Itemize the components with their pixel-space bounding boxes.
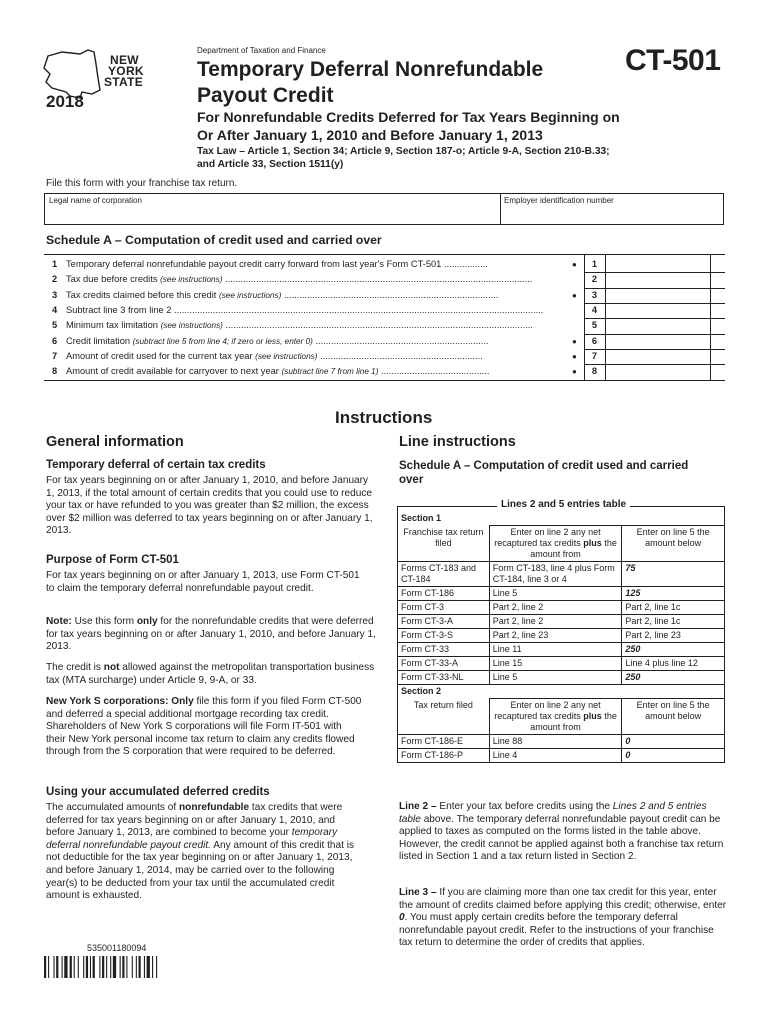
table-row <box>398 615 725 629</box>
row-line2: Part 2, line 2 <box>492 602 544 612</box>
logo-line3: STATE <box>104 75 144 89</box>
line-text: Tax due before credits <box>66 274 158 285</box>
line2-label: Line 2 – <box>399 801 437 812</box>
line-text: Temporary deferral nonrefundable payout credit carry forward from last year's Form CT-501 <box>66 259 442 269</box>
required-bullet-icon: ● <box>572 290 577 300</box>
line-box-number: 3 <box>591 289 598 300</box>
table-cell <box>398 735 490 749</box>
table-row <box>398 749 725 763</box>
line-number: 3 <box>52 289 58 300</box>
table-row <box>398 671 725 685</box>
line-label <box>66 318 598 333</box>
dot-leader: ................. <box>441 259 488 269</box>
divider <box>584 349 725 350</box>
line3-zero: 0 <box>399 912 405 924</box>
sched-instr-line1: Schedule A – Computation of credit used and carried <box>399 460 689 472</box>
row-form: Forms CT-183 and CT-184 <box>401 563 477 584</box>
divider <box>44 380 725 381</box>
table-cell <box>489 671 622 685</box>
temp-deferral-body: For tax years beginning on or after January 1, 2010, and before January 1, 2013, if the total amount of certain credits that you could use to reduce your tax or have refunded to you was greater than $2 million, the excess over $2 million was deferred to tax years beginning on or after January 1, 2013. <box>46 475 373 537</box>
table-cell <box>622 587 725 601</box>
line-label <box>66 334 598 349</box>
row-line5: 0 <box>625 736 631 746</box>
table-cell <box>398 562 490 587</box>
line-label <box>66 364 598 379</box>
form-subtitle <box>197 108 677 144</box>
row-form: Form CT-33-A <box>401 658 459 668</box>
dot-leader: ....................................................................................................................... <box>222 320 533 331</box>
divider <box>584 288 725 289</box>
department-name: Department of Taxation and Finance <box>197 46 326 55</box>
line-5-amount-input[interactable] <box>606 318 710 333</box>
general-info-heading: General information <box>46 434 184 450</box>
row-line5: 0 <box>625 750 631 760</box>
subtitle-line2: Or After January 1, 2010 and Before January 1, 2013 <box>197 127 543 143</box>
line-6-amount-input[interactable] <box>606 334 710 349</box>
table-cell <box>622 601 725 615</box>
line-box-number: 8 <box>591 366 598 377</box>
table-row <box>398 735 725 749</box>
table-cell <box>622 671 725 685</box>
barcode-icon <box>44 956 194 978</box>
note-text-a: Use this form <box>71 616 137 627</box>
table-row <box>398 587 725 601</box>
table-cell <box>622 657 725 671</box>
table-cell <box>398 526 490 562</box>
form-title-line2: Payout Credit <box>197 84 334 107</box>
line-1-amount-input[interactable] <box>606 257 710 272</box>
line-2-amount-input[interactable] <box>606 272 710 287</box>
line-note: (see instructions) <box>160 321 223 331</box>
schedule-a-heading: Schedule A – Computation of credit used and carried over <box>46 233 382 247</box>
schedule-a-lines <box>44 254 725 381</box>
divider <box>584 318 725 319</box>
schedule-a-instr-heading <box>399 459 729 487</box>
row-line2: Form CT-183, line 4 plus Form CT-184, line 3 or 4 <box>492 563 615 584</box>
note-text-b: for the nonrefundable credits that were deferred for tax years beginning on or after January 1, 2010, and before January 1, 2013. <box>46 616 376 653</box>
table-cell <box>622 735 725 749</box>
header-line5: Enter on line 5 the amount below <box>636 700 710 721</box>
using-credits-heading: Using your accumulated deferred credits <box>46 786 270 798</box>
line-text: Minimum tax limitation <box>66 320 158 331</box>
line-note: (subtract line 7 from line 1) <box>281 367 379 377</box>
temp-deferral-heading: Temporary deferral of certain tax credits <box>46 459 266 471</box>
dot-leader: ................................................................................... <box>281 289 499 300</box>
table-cell <box>489 735 622 749</box>
row-line5: 75 <box>625 563 636 573</box>
row-line2: Part 2, line 2 <box>492 616 544 626</box>
line-note: (see instructions) <box>255 351 318 361</box>
line3-instruction <box>399 887 727 950</box>
line-8-amount-input[interactable] <box>606 364 710 379</box>
table-cell <box>398 629 490 643</box>
subtitle-line1: For Nonrefundable Credits Deferred for Tax Years Beginning on <box>197 109 620 125</box>
header-plus: plus <box>583 538 602 548</box>
dot-leader: .......................................... <box>378 366 490 377</box>
table-cell <box>622 629 725 643</box>
file-instruction: File this form with your franchise tax return. <box>46 178 238 189</box>
table-cell <box>398 643 490 657</box>
row-line2: Part 2, line 23 <box>492 630 549 640</box>
purpose-body: For tax years beginning on or after January 1, 2013, use Form CT-501 to claim the temporary deferral nonrefundable payout credit. <box>46 570 360 594</box>
line-note: (see instructions) <box>218 290 282 300</box>
table-cell <box>489 657 622 671</box>
table-cell <box>398 601 490 615</box>
table-cell <box>622 526 725 562</box>
table-header-row <box>398 699 725 735</box>
row-form: Form CT-3 <box>401 602 445 612</box>
table-cell <box>398 749 490 763</box>
dot-leader: ............................................................... <box>317 350 483 361</box>
note-paragraph <box>46 616 376 654</box>
row-line5: Part 2, line 1c <box>625 616 681 626</box>
divider <box>584 303 725 304</box>
table-cell <box>622 643 725 657</box>
note-label: Note: <box>46 616 72 627</box>
header-line2-a: Enter on line 2 any net recaptured tax credits <box>494 700 601 721</box>
line-number: 4 <box>52 304 58 315</box>
header-line5: Enter on line 5 the amount below <box>636 527 710 548</box>
line-number: 2 <box>52 274 58 285</box>
header-plus: plus <box>583 711 602 721</box>
dot-leader: ....................................................................................................................... <box>222 274 533 285</box>
logo-line2: YORK <box>108 64 144 78</box>
line-label <box>66 288 598 303</box>
line-note: (see instructions) <box>160 275 223 285</box>
table-cell <box>489 615 622 629</box>
logo-state-text <box>104 55 144 88</box>
form-title-line1: Temporary Deferral Nonrefundable <box>197 58 544 81</box>
line2-text-b: above. The temporary deferral nonrefundable payout credit can be applied to taxes as computed on the forms listed in the table above. However, the credit cannot be applied against both a franchise tax return listed in Section 1 and a tax return listed in Section 2. <box>399 813 724 863</box>
line-4-amount-input[interactable] <box>606 303 710 318</box>
line-box-number: 4 <box>591 304 598 315</box>
corporation-info-box <box>44 193 724 225</box>
line-box-number: 2 <box>591 274 598 285</box>
table-row <box>398 643 725 657</box>
row-form: Form CT-33-NL <box>401 672 464 682</box>
line-label <box>66 257 598 272</box>
mta-not: not <box>103 662 120 673</box>
required-bullet-icon: ● <box>572 367 577 377</box>
tax-law-reference <box>197 145 687 171</box>
header-form: Franchise tax return filed <box>403 526 484 548</box>
using-text-c: Any amount of this credit that is not deductible for the tax year beginning on or after January 1, 2013, and before January 1, 2014, may be carried over to the following year(s) to be deducted from your tax until the accumulated credit amount is exhausted. <box>46 839 355 902</box>
form-year: 2018 <box>46 92 84 111</box>
table-cell <box>489 643 622 657</box>
required-bullet-icon: ● <box>572 336 577 346</box>
table-cell <box>622 749 725 763</box>
barcode-number: 535001180094 <box>87 943 147 953</box>
table-cell <box>398 699 490 735</box>
row-line2: Line 15 <box>492 658 523 668</box>
row-line2: Line 4 <box>492 750 518 760</box>
divider <box>584 364 725 365</box>
divider <box>44 254 725 255</box>
purpose-heading: Purpose of Form CT-501 <box>46 554 179 566</box>
note-only: only <box>136 616 158 627</box>
line-3-amount-input[interactable] <box>606 288 710 303</box>
using-credits-body <box>46 802 364 903</box>
table-cell <box>622 699 725 735</box>
line-number: 6 <box>52 335 58 346</box>
table-row <box>398 601 725 615</box>
line-number: 8 <box>52 366 58 377</box>
row-line2: Line 5 <box>492 672 518 682</box>
using-bold: nonrefundable <box>178 802 250 813</box>
line2-italic: Lines 2 and 5 entries table <box>399 801 707 825</box>
row-line2: Line 11 <box>492 644 522 654</box>
line-box-number: 1 <box>591 259 598 269</box>
row-form: Form CT-3-S <box>401 630 454 640</box>
line2-text-a: Enter your tax before credits using the <box>436 801 613 812</box>
logo-line1: NEW <box>110 53 139 67</box>
line-7-amount-input[interactable] <box>606 349 710 364</box>
line-text: Amount of credit used for the current tax year <box>66 350 253 361</box>
entries-table <box>397 506 725 763</box>
table-cell <box>489 749 622 763</box>
line-box-number: 6 <box>591 335 598 346</box>
table-cell <box>622 562 725 587</box>
row-form: Form CT-186-P <box>401 750 464 760</box>
line-text: Subtract line 3 from line 2 <box>66 304 172 315</box>
tax-law-line2: and Article 33, Section 1511(y) <box>197 159 344 170</box>
divider <box>584 272 725 273</box>
line-number: 7 <box>52 350 58 361</box>
line-label <box>66 272 598 287</box>
dot-leader: ................................................................... <box>312 335 489 346</box>
row-line5: Part 2, line 1c <box>625 602 681 612</box>
mta-text-a: The credit is <box>46 662 104 673</box>
section-row <box>398 685 725 699</box>
ein-field[interactable]: Employer identification number <box>504 196 614 205</box>
line3-text-b: . You must apply certain credits before the temporary deferral nonrefundable payout credit. Refer to the instructions of your franchise tax return to determine the order of credits that applies. <box>399 912 714 949</box>
line3-text-a: If you are claiming more than one tax credit for this year, enter the amount of credits claimed before applying this credit; otherwise, enter <box>399 887 727 911</box>
mta-text-b: allowed against the metropolitan transportation business tax (MTA surcharge) under Article 9, 9-A, or 33. <box>46 662 375 686</box>
table-row <box>398 562 725 587</box>
table-cell <box>489 587 622 601</box>
legal-name-field[interactable]: Legal name of corporation <box>49 196 142 205</box>
divider <box>584 334 725 335</box>
line-box-number: 7 <box>591 350 598 361</box>
table-row <box>398 657 725 671</box>
header-line2-a: Enter on line 2 any net recaptured tax credits <box>494 527 601 548</box>
table-cell <box>489 526 622 562</box>
row-form: Form CT-186 <box>401 588 455 598</box>
table-cell <box>398 587 490 601</box>
line-box-number: 5 <box>591 320 598 331</box>
table-cell <box>398 615 490 629</box>
header-line2-b: the amount from <box>530 538 617 559</box>
header-form: Tax return filed <box>413 699 473 710</box>
line2-instruction <box>399 801 727 864</box>
sched-instr-line2: over <box>399 474 424 486</box>
row-line5: 250 <box>625 644 641 654</box>
table-cell <box>489 629 622 643</box>
row-line5: Line 4 plus line 12 <box>625 658 698 668</box>
row-form: Form CT-33 <box>401 644 450 654</box>
line-text: Tax credits claimed before this credit <box>66 289 217 300</box>
line-number: 5 <box>52 320 58 331</box>
line-text: Credit limitation <box>66 335 131 346</box>
nys-label: New York S corporations: Only <box>46 696 194 707</box>
table-cell <box>489 699 622 735</box>
dot-leader: ............................................................................................................................................... <box>171 304 544 315</box>
table-header-row <box>398 526 725 562</box>
field-divider <box>500 194 501 224</box>
using-italic: temporary deferral nonrefundable payout credit. <box>46 827 338 851</box>
using-text-a: The accumulated amounts of <box>46 802 179 813</box>
table-cell <box>489 562 622 587</box>
table-cell <box>398 671 490 685</box>
line-label <box>66 349 598 364</box>
row-line5: 250 <box>625 672 641 682</box>
ny-s-corp-paragraph <box>46 696 364 759</box>
section-label: Section 1 <box>401 513 442 523</box>
line3-label: Line 3 – <box>399 887 437 898</box>
line-number: 1 <box>52 259 58 269</box>
table-cell <box>489 601 622 615</box>
line-note: (subtract line 5 from line 4; if zero or less, enter 0) <box>132 336 313 346</box>
row-line2: Line 5 <box>492 588 518 598</box>
form-number: CT-501 <box>625 44 721 77</box>
instructions-heading: Instructions <box>335 408 433 427</box>
row-line5: 125 <box>625 588 641 598</box>
row-line2: Line 88 <box>492 736 523 746</box>
line-instructions-heading: Line instructions <box>399 434 516 450</box>
required-bullet-icon: ● <box>572 351 577 361</box>
tax-law-line1: Tax Law – Article 1, Section 34; Article 9, Section 187-o; Article 9-A, Section 210-B.33; <box>197 146 610 157</box>
form-title <box>197 57 597 109</box>
header-line2-b: the amount from <box>530 711 617 732</box>
section-label: Section 2 <box>401 686 442 696</box>
table-cell <box>398 685 725 699</box>
nys-body: file this form if you filed Form CT-500 and deferred a special additional mortgage recording tax credit. Shareholders of New York S corporations will file Form IT-501 with their New York personal income tax return to claim any credits flowed through from the S corporation that were required to be deferred. <box>46 696 362 758</box>
row-form: Form CT-186-E <box>401 736 464 746</box>
line-text: Amount of credit available for carryover to next year <box>66 366 279 377</box>
row-line5: Part 2, line 23 <box>625 630 681 640</box>
table-row <box>398 629 725 643</box>
required-bullet-icon: ● <box>572 260 577 269</box>
table-cell <box>398 657 490 671</box>
entries-table-caption: Lines 2 and 5 entries table <box>497 499 630 510</box>
line-label <box>66 303 598 318</box>
using-text-b: tax credits that were deferred for tax years beginning on or after January 1, 2010, and before January 1, 2013, are combined to become your <box>46 802 343 839</box>
mta-paragraph <box>46 662 376 687</box>
row-form: Form CT-3-A <box>401 616 454 626</box>
table-cell <box>622 615 725 629</box>
